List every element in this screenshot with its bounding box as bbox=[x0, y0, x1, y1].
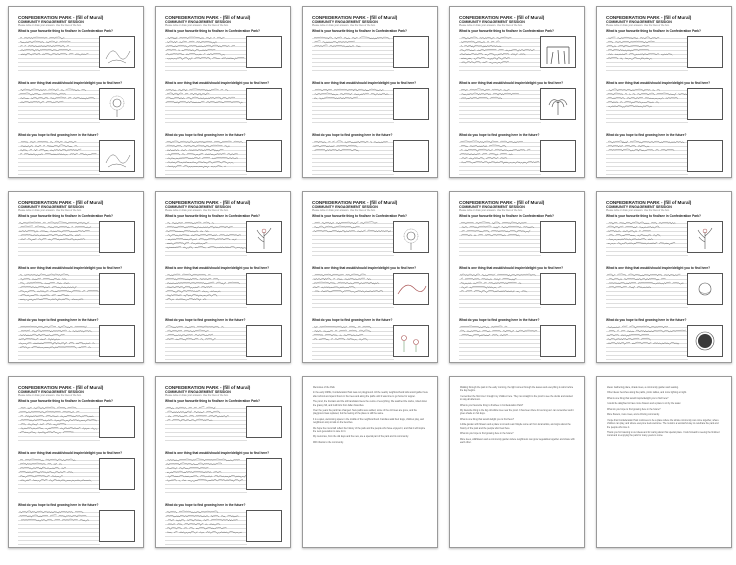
question-3: What do you hope to find growing here in the future? bbox=[18, 318, 99, 323]
circle-drawing bbox=[688, 274, 722, 304]
form-title: CONFEDERATION PARK - (fill of Mural) bbox=[459, 200, 545, 205]
form-title: CONFEDERATION PARK - (fill of Mural) bbox=[165, 200, 251, 205]
question-2: What is one thing that would/should inspire/delight you to find here? bbox=[459, 266, 564, 271]
answer-section-2 bbox=[18, 457, 135, 494]
question-2: What is one thing that would/should inspire/delight you to find here? bbox=[18, 266, 123, 271]
question-3: What do you hope to find growing here in the future? bbox=[606, 318, 687, 323]
paragraph: It is a quiet, welcoming space in the middle of the neighbourhood. Families walk their dogs, children play, and neighbours stop to talk on the benches. bbox=[313, 418, 424, 425]
handwriting-scribble bbox=[18, 457, 100, 494]
text-page-2[interactable] bbox=[449, 376, 585, 548]
question-3: What do you hope to find growing here in the future? bbox=[165, 503, 246, 508]
handwriting-scribble bbox=[312, 87, 394, 124]
drawing-box bbox=[99, 36, 135, 68]
answer-section-2 bbox=[459, 272, 576, 309]
form-page-8[interactable] bbox=[302, 191, 438, 363]
question-2: What is one thing that would/should inspire/delight you to find here? bbox=[165, 451, 270, 456]
drawing-box bbox=[246, 36, 282, 68]
handwriting-scribble bbox=[606, 272, 688, 309]
drawing-box bbox=[393, 140, 429, 172]
paragraph: I remember the first time I brought my children here. They ran straight to the pond to see the ducks and wanted to stay all afternoon. bbox=[460, 395, 573, 402]
handwriting-scribble bbox=[165, 324, 247, 361]
handwriting-scribble bbox=[18, 405, 100, 442]
handwriting-scribble bbox=[312, 220, 394, 257]
handwriting-scribble bbox=[606, 139, 688, 176]
answer-section-2 bbox=[18, 87, 135, 124]
answer-section-2 bbox=[459, 87, 576, 124]
drawing-box bbox=[540, 273, 576, 305]
form-instructions: Please write or draw your answers. Use the lines or the box. bbox=[312, 24, 376, 28]
answer-section-1 bbox=[312, 220, 429, 257]
answer-section-3 bbox=[312, 139, 429, 176]
paragraph: What is one thing that would inspire/delight you to find here? bbox=[607, 397, 669, 400]
answer-section-1 bbox=[165, 220, 282, 257]
form-page-6[interactable] bbox=[8, 191, 144, 363]
drawing-box bbox=[393, 88, 429, 120]
answer-section-1 bbox=[459, 220, 576, 257]
answer-section-3 bbox=[165, 139, 282, 176]
question-1: What is your favourite thing to find/see in Confederation Park? bbox=[165, 214, 260, 219]
answer-section-3 bbox=[312, 324, 429, 361]
answer-lines bbox=[18, 457, 100, 494]
answer-lines bbox=[459, 35, 541, 72]
form-instructions: Please write or draw your answers. Use the lines or the box. bbox=[165, 24, 229, 28]
question-3: What do you hope to find growing here in the future? bbox=[18, 133, 99, 138]
drawing-box bbox=[687, 36, 723, 68]
question-2: What is one thing that would/should inspire/delight you to find here? bbox=[606, 81, 711, 86]
paragraph: Walking through the park in the early morning, the light comes through the leaves and everything is calm before the day begins. bbox=[460, 387, 574, 393]
answer-lines bbox=[312, 324, 394, 361]
handwriting-scribble bbox=[459, 272, 541, 309]
answer-section-1 bbox=[165, 35, 282, 72]
handwriting-scribble bbox=[165, 220, 247, 257]
form-instructions: Please write or draw your answers. Use the lines or the box. bbox=[459, 24, 523, 28]
answer-section-2 bbox=[312, 272, 429, 309]
drawing-box bbox=[393, 36, 429, 68]
form-title: CONFEDERATION PARK - (fill of Mural) bbox=[606, 15, 692, 20]
drawing-box bbox=[540, 221, 576, 253]
answer-section-1 bbox=[606, 35, 723, 72]
answer-lines bbox=[606, 139, 688, 176]
question-1: What is your favourite thing to find/see in Confederation Park? bbox=[606, 214, 701, 219]
handwriting-scribble bbox=[165, 35, 247, 72]
text-page-1[interactable] bbox=[302, 376, 438, 548]
form-subtitle: COMMUNITY ENGAGEMENT SESSION bbox=[606, 20, 672, 24]
drawing-box bbox=[246, 221, 282, 253]
drawing-box bbox=[246, 406, 282, 438]
question-3: What do you hope to find growing here in the future? bbox=[459, 133, 540, 138]
answer-lines bbox=[165, 509, 247, 546]
paragraph: My memories, from the old days and the new, are a special part of the park and its community. bbox=[313, 436, 409, 439]
handwriting-scribble bbox=[606, 35, 688, 72]
paragraph: Ideas: Gathering place, shade trees, a community garden and seating. bbox=[607, 387, 679, 389]
drawing-box bbox=[99, 510, 135, 542]
question-2: What is one thing that would/should inspire/delight you to find here? bbox=[312, 81, 417, 86]
handwriting-scribble bbox=[606, 220, 688, 257]
drawing-box bbox=[246, 140, 282, 172]
answer-section-3 bbox=[606, 324, 723, 361]
answer-section-2 bbox=[165, 457, 282, 494]
paragraph: A little garden with flowers and a place to sit and read. Maybe some art from local artists, and signs about the history of the park and the people who lived here. bbox=[460, 424, 571, 430]
paragraph: What do you hope to find growing here in the future? bbox=[607, 408, 661, 411]
handwriting-scribble bbox=[18, 220, 100, 257]
paragraph: More flowers, more trees, and a thriving community. bbox=[607, 414, 660, 417]
answer-lines bbox=[606, 272, 688, 309]
form-page-4[interactable] bbox=[449, 6, 585, 178]
handwriting-scribble bbox=[18, 324, 100, 361]
answer-section-3 bbox=[18, 324, 135, 361]
handwriting-scribble bbox=[606, 87, 688, 124]
answer-lines bbox=[165, 405, 247, 442]
handwriting-scribble bbox=[165, 405, 247, 442]
form-instructions: Please write or draw your answers. Use the lines or the box. bbox=[165, 209, 229, 213]
handwriting-scribble bbox=[312, 139, 394, 176]
answer-lines bbox=[18, 509, 100, 546]
form-title: CONFEDERATION PARK - (fill of Mural) bbox=[18, 200, 104, 205]
drawing-box bbox=[393, 273, 429, 305]
paragraph: I hope that Confederation Park continues to be a place where the whole community can come together, where children can play, and where everyone feels welcome. The mural is a wonderful way to celebrate the park and the people who love it. bbox=[607, 419, 719, 429]
paragraph: The pond, the fountain and the old bandstand were the centre of everything. We watched the ducks, rolled down the grassy hill, and built forts from fallen branches. bbox=[313, 401, 427, 407]
answer-lines bbox=[459, 324, 541, 361]
question-3: What do you hope to find growing here in the future? bbox=[165, 133, 246, 138]
handwriting-scribble bbox=[312, 35, 394, 72]
flowers-drawing bbox=[394, 326, 428, 356]
handwriting-scribble bbox=[18, 139, 100, 176]
form-title: CONFEDERATION PARK - (fill of Mural) bbox=[165, 385, 251, 390]
paragraph: In the early 1980s, Confederation Park was our playground. All the nearby neighbourhood kids would gather here after school and spend hours in the trees and along the paths until it was time to go home for supper. bbox=[313, 392, 428, 398]
handwriting-scribble bbox=[606, 324, 688, 361]
paragraph: What do you hope to find growing here in the future? bbox=[460, 433, 514, 436]
drawing-box bbox=[246, 510, 282, 542]
drawing-box bbox=[99, 140, 135, 172]
form-subtitle: COMMUNITY ENGAGEMENT SESSION bbox=[312, 20, 378, 24]
answer-lines bbox=[459, 220, 541, 257]
answer-lines bbox=[165, 272, 247, 309]
answer-lines bbox=[18, 405, 100, 442]
tree-drawing bbox=[541, 37, 575, 67]
curve-drawing bbox=[394, 274, 428, 304]
handwriting-scribble bbox=[165, 457, 247, 494]
answer-lines bbox=[18, 35, 100, 72]
answer-lines bbox=[18, 87, 100, 124]
question-3: What do you hope to find growing here in the future? bbox=[606, 133, 687, 138]
form-subtitle: COMMUNITY ENGAGEMENT SESSION bbox=[459, 20, 525, 24]
handwriting-scribble bbox=[459, 87, 541, 124]
answer-section-3 bbox=[165, 509, 282, 546]
answer-lines bbox=[18, 220, 100, 257]
question-1: What is your favourite thing to find/see in Confederation Park? bbox=[18, 399, 113, 404]
form-page-7[interactable] bbox=[155, 191, 291, 363]
paragraph: What is one thing that would delight you to find here? bbox=[460, 418, 515, 421]
plant-drawing bbox=[247, 222, 281, 252]
form-page-5[interactable] bbox=[596, 6, 732, 178]
answer-lines bbox=[165, 220, 247, 257]
form-instructions: Please write or draw your answers. Use the lines or the box. bbox=[18, 394, 82, 398]
form-subtitle: COMMUNITY ENGAGEMENT SESSION bbox=[165, 390, 231, 394]
handwriting-scribble bbox=[459, 139, 541, 176]
answer-lines bbox=[606, 324, 688, 361]
answer-lines bbox=[606, 87, 688, 124]
answer-lines bbox=[606, 35, 688, 72]
answer-lines bbox=[606, 220, 688, 257]
drawing-box bbox=[99, 88, 135, 120]
drawing-box bbox=[246, 458, 282, 490]
page-grid bbox=[8, 6, 732, 558]
question-3: What do you hope to find growing here in the future? bbox=[312, 318, 393, 323]
handwriting-scribble bbox=[18, 35, 100, 72]
flower-drawing bbox=[100, 89, 134, 119]
question-2: What is one thing that would/should inspire/delight you to find here? bbox=[459, 81, 564, 86]
question-2: What is one thing that would/should inspire/delight you to find here? bbox=[165, 266, 270, 271]
form-instructions: Please write or draw your answers. Use the lines or the box. bbox=[165, 394, 229, 398]
form-subtitle: COMMUNITY ENGAGEMENT SESSION bbox=[165, 205, 231, 209]
answer-lines bbox=[459, 272, 541, 309]
form-subtitle: COMMUNITY ENGAGEMENT SESSION bbox=[18, 390, 84, 394]
answer-lines bbox=[18, 324, 100, 361]
form-subtitle: COMMUNITY ENGAGEMENT SESSION bbox=[165, 20, 231, 24]
paragraph: Thank you for listening to our ideas and for caring about this special place. I look forward to seeing the finished mural and to enjoying the park for many years to come. bbox=[607, 431, 720, 438]
answer-section-2 bbox=[312, 87, 429, 124]
form-page-9[interactable] bbox=[449, 191, 585, 363]
question-1: What is your favourite thing to find/see in Confederation Park? bbox=[165, 29, 260, 34]
handwriting-scribble bbox=[459, 324, 541, 361]
answer-lines bbox=[165, 324, 247, 361]
answer-lines bbox=[312, 220, 394, 257]
paragraph: More trees, wildflowers and a community garden where neighbours can grow vegetables together and share with each other. bbox=[460, 438, 575, 444]
form-page-10[interactable] bbox=[596, 191, 732, 363]
drawing-box bbox=[540, 325, 576, 357]
answer-lines bbox=[165, 35, 247, 72]
form-subtitle: COMMUNITY ENGAGEMENT SESSION bbox=[18, 205, 84, 209]
form-title: CONFEDERATION PARK - (fill of Mural) bbox=[18, 15, 104, 20]
answer-lines bbox=[165, 139, 247, 176]
question-1: What is your favourite thing to find/see in Confederation Park? bbox=[165, 399, 260, 404]
handwriting-scribble bbox=[312, 324, 394, 361]
question-1: What is your favourite thing to find/see in Confederation Park? bbox=[606, 29, 701, 34]
handwriting-scribble bbox=[18, 509, 100, 546]
form-page-3[interactable] bbox=[302, 6, 438, 178]
question-1: What is your favourite thing to find/see in Confederation Park? bbox=[459, 214, 554, 219]
answer-lines bbox=[312, 35, 394, 72]
question-1: What is your favourite thing to find/see in Confederation Park? bbox=[312, 29, 407, 34]
question-1: What is your favourite thing to find/see in Confederation Park? bbox=[459, 29, 554, 34]
answer-section-1 bbox=[312, 35, 429, 72]
form-page-11[interactable] bbox=[8, 376, 144, 548]
question-3: What do you hope to find growing here in the future? bbox=[165, 318, 246, 323]
handwriting-scribble bbox=[18, 272, 100, 309]
flower-drawing bbox=[394, 222, 428, 252]
answer-section-2 bbox=[18, 272, 135, 309]
drawing-box bbox=[99, 406, 135, 438]
answer-lines bbox=[18, 272, 100, 309]
handwriting-scribble bbox=[459, 35, 541, 72]
answer-lines bbox=[459, 139, 541, 176]
paragraph: What is your favourite thing to find/see in Confederation Park? bbox=[460, 404, 524, 407]
handwriting-scribble bbox=[165, 272, 247, 309]
handwriting-scribble bbox=[18, 87, 100, 124]
form-page-1[interactable] bbox=[8, 6, 144, 178]
question-1: What is your favourite thing to find/see in Confederation Park? bbox=[18, 214, 113, 219]
answer-lines bbox=[312, 87, 394, 124]
answer-section-1 bbox=[459, 35, 576, 72]
handwriting-scribble bbox=[312, 272, 394, 309]
answer-section-3 bbox=[459, 139, 576, 176]
form-instructions: Please write or draw your answers. Use the lines or the box. bbox=[18, 24, 82, 28]
answer-section-2 bbox=[606, 272, 723, 309]
sketch-drawing bbox=[100, 37, 134, 67]
text-body bbox=[460, 387, 575, 539]
drawing-box bbox=[246, 88, 282, 120]
handwriting-scribble bbox=[165, 509, 247, 546]
drawing-box bbox=[393, 325, 429, 357]
question-3: What do you hope to find growing here in the future? bbox=[459, 318, 540, 323]
paragraph: With thanks to the community. bbox=[313, 441, 344, 444]
form-subtitle: COMMUNITY ENGAGEMENT SESSION bbox=[606, 205, 672, 209]
question-3: What do you hope to find growing here in the future? bbox=[18, 503, 99, 508]
answer-lines bbox=[18, 139, 100, 176]
form-title: CONFEDERATION PARK - (fill of Mural) bbox=[312, 15, 398, 20]
text-body bbox=[607, 387, 722, 539]
question-2: What is one thing that would/should inspire/delight you to find here? bbox=[18, 81, 123, 86]
answer-lines bbox=[312, 272, 394, 309]
drawing-box bbox=[540, 140, 576, 172]
form-instructions: Please write or draw your answers. Use the lines or the box. bbox=[18, 209, 82, 213]
sketch-drawing bbox=[100, 141, 134, 171]
form-title: CONFEDERATION PARK - (fill of Mural) bbox=[459, 15, 545, 20]
answer-section-2 bbox=[165, 272, 282, 309]
question-2: What is one thing that would/should inspire/delight you to find here? bbox=[18, 451, 123, 456]
form-instructions: Please write or draw your answers. Use the lines or the box. bbox=[606, 209, 670, 213]
answer-lines bbox=[165, 87, 247, 124]
answer-section-3 bbox=[459, 324, 576, 361]
paragraph: Over the years the park has changed. New paths were added, some of the old trees are gone, and the playground was replaced, but the feeling of the place is still the same. bbox=[313, 410, 417, 416]
paragraph: I would be delighted to have more flowers and a place to sit by the water. bbox=[607, 403, 682, 406]
drawing-box bbox=[687, 88, 723, 120]
paragraph: Memories of the Park bbox=[313, 387, 335, 389]
answer-section-1 bbox=[606, 220, 723, 257]
form-subtitle: COMMUNITY ENGAGEMENT SESSION bbox=[459, 205, 525, 209]
question-1: What is your favourite thing to find/see in Confederation Park? bbox=[312, 214, 407, 219]
form-page-12[interactable] bbox=[155, 376, 291, 548]
fountain-drawing bbox=[541, 89, 575, 119]
drawing-box bbox=[540, 88, 576, 120]
drawing-box bbox=[99, 458, 135, 490]
form-title: CONFEDERATION PARK - (fill of Mural) bbox=[18, 385, 104, 390]
question-2: What is one thing that would/should inspire/delight you to find here? bbox=[606, 266, 711, 271]
answer-section-2 bbox=[606, 87, 723, 124]
answer-section-3 bbox=[606, 139, 723, 176]
form-subtitle: COMMUNITY ENGAGEMENT SESSION bbox=[18, 20, 84, 24]
form-title: CONFEDERATION PARK - (fill of Mural) bbox=[312, 200, 398, 205]
answer-section-1 bbox=[18, 220, 135, 257]
handwriting-scribble bbox=[165, 87, 247, 124]
dark-blob-drawing bbox=[688, 326, 722, 356]
answer-section-2 bbox=[165, 87, 282, 124]
answer-lines bbox=[165, 457, 247, 494]
form-instructions: Please write or draw your answers. Use the lines or the box. bbox=[606, 24, 670, 28]
answer-section-1 bbox=[18, 405, 135, 442]
form-title: CONFEDERATION PARK - (fill of Mural) bbox=[606, 200, 692, 205]
drawing-box bbox=[99, 325, 135, 357]
drawing-box bbox=[246, 273, 282, 305]
question-2: What is one thing that would/should inspire/delight you to find here? bbox=[165, 81, 270, 86]
paragraph: My favourite thing is the big old willow tree near the pond. It has been there for as long as I can remember and it gives shade on hot days. bbox=[460, 410, 574, 416]
form-title: CONFEDERATION PARK - (fill of Mural) bbox=[165, 15, 251, 20]
answer-lines bbox=[459, 87, 541, 124]
drawing-box bbox=[393, 221, 429, 253]
answer-section-1 bbox=[18, 35, 135, 72]
text-page-3[interactable] bbox=[596, 376, 732, 548]
answer-section-3 bbox=[165, 324, 282, 361]
answer-lines bbox=[312, 139, 394, 176]
question-1: What is your favourite thing to find/see in Confederation Park? bbox=[18, 29, 113, 34]
drawing-box bbox=[540, 36, 576, 68]
answer-section-1 bbox=[165, 405, 282, 442]
drawing-box bbox=[687, 140, 723, 172]
text-body bbox=[313, 387, 428, 539]
drawing-box bbox=[687, 273, 723, 305]
drawing-box bbox=[687, 221, 723, 253]
drawing-box bbox=[687, 325, 723, 357]
form-instructions: Please write or draw your answers. Use the lines or the box. bbox=[459, 209, 523, 213]
form-page-2[interactable] bbox=[155, 6, 291, 178]
handwriting-scribble bbox=[459, 220, 541, 257]
form-subtitle: COMMUNITY ENGAGEMENT SESSION bbox=[312, 205, 378, 209]
form-instructions: Please write or draw your answers. Use the lines or the box. bbox=[312, 209, 376, 213]
handwriting-scribble bbox=[165, 139, 247, 176]
paragraph: We hope the mural will reflect the history of the park and the people who have enjoyed it, and that it will inspire the next generation to care for it. bbox=[313, 427, 426, 433]
drawing-box bbox=[99, 221, 135, 253]
plant-drawing bbox=[688, 222, 722, 252]
question-2: What is one thing that would/should inspire/delight you to find here? bbox=[312, 266, 417, 271]
answer-section-3 bbox=[18, 139, 135, 176]
question-3: What do you hope to find growing here in the future? bbox=[312, 133, 393, 138]
answer-section-3 bbox=[18, 509, 135, 546]
drawing-box bbox=[246, 325, 282, 357]
paragraph: Other ideas: benches along the paths, picnic tables, and more lighting at night. bbox=[607, 392, 687, 395]
drawing-box bbox=[99, 273, 135, 305]
